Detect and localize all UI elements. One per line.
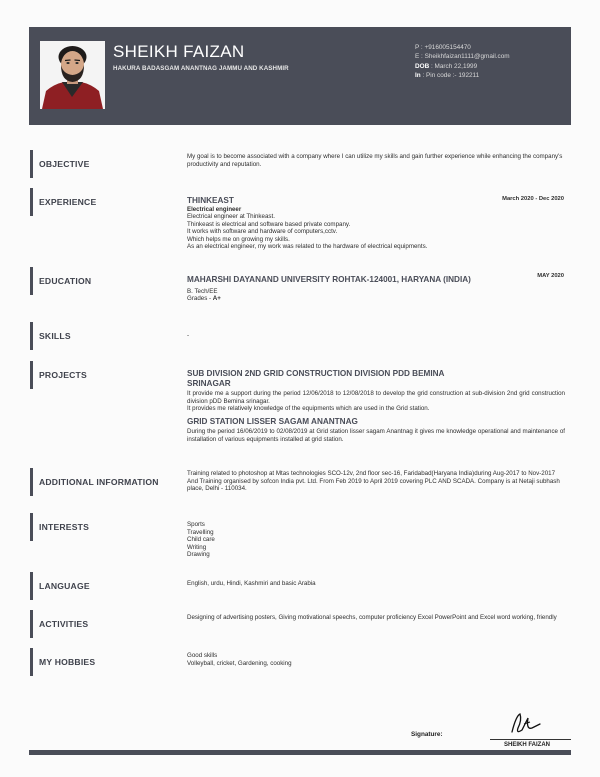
grades-value: A+ [212, 295, 221, 303]
section-projects [29, 361, 571, 456]
resume-header [29, 27, 571, 125]
additional-line: And Training organised by sofcon India pvt. Ltd. From Feb 2019 to April 2019 covering PLC AND SCADA. Company is at Netaji subhash place, Delhi - 110034. [187, 477, 560, 493]
section-additional-information [29, 468, 571, 508]
dob-value: : March 22,1999 [429, 62, 478, 70]
section-experience [29, 188, 571, 263]
signature-name: SHEIKH FAIZAN [504, 742, 551, 748]
section-title: ACTIVITIES [39, 619, 89, 629]
section-objective [29, 150, 571, 180]
dob-label: DOB [415, 62, 430, 70]
section-title: OBJECTIVE [39, 159, 90, 169]
experience-line: Which helps me on growing my skills. [187, 235, 290, 243]
candidate-name: SHEIKH FAIZAN [113, 42, 245, 61]
section-title: EXPERIENCE [39, 197, 97, 207]
section-title: INTERESTS [39, 522, 90, 532]
section-education [29, 267, 571, 317]
experience-body [187, 196, 565, 251]
degree: B. Tech/EE [187, 287, 218, 295]
footer-bar [29, 750, 571, 755]
experience-line: Thinkeast is electrical and software based private company. [187, 220, 351, 228]
project-name: GRID STATION LISSER SAGAM ANANTNAG [187, 416, 358, 426]
project-description: During the period 16/06/2019 to 02/08/2019 at Grid station lisser sagam Anantnag it gives me knowledge operational and maintenance of installation of various equipments installed at grid station. [187, 428, 565, 443]
section-language [29, 572, 571, 602]
section-marker [30, 572, 33, 600]
activities-text: Designing of advertising posters, Giving motivational speechs, computer proficiency Excel PowerPoint and Excel word working, friendly [187, 614, 557, 621]
section-marker [30, 513, 33, 541]
date-of-birth [415, 62, 510, 71]
experience-line: Electrical engineer at Thinkeast. [187, 213, 275, 221]
section-marker [30, 648, 33, 676]
project-description: It provide me a support during the period 12/06/2018 to 12/08/2018 to develop the grid construction at sub-division 2nd grid construction division pDD Bemina srinagar. [187, 390, 565, 405]
experience-line: It works with software and hardware of computers,cctv. [187, 228, 338, 236]
section-title: ADDITIONAL INFORMATION [39, 477, 159, 487]
section-hobbies [29, 648, 571, 680]
education-body [187, 275, 487, 303]
section-interests [29, 513, 571, 568]
skills-text: - [187, 332, 190, 339]
company-name: THINKEAST [187, 196, 234, 205]
section-marker [30, 150, 33, 178]
pin-value: : Pin code :- 192211 [420, 71, 480, 79]
section-skills [29, 322, 571, 352]
email[interactable]: E : Sheikhfaizan1111@gmail.com [415, 53, 510, 61]
job-role: Electrical engineer [187, 205, 242, 213]
grades-label: Grades - [187, 295, 213, 303]
experience-dates: March 2020 - Dec 2020 [502, 196, 564, 202]
section-marker [30, 188, 33, 216]
interests-list [187, 521, 565, 559]
candidate-address: HAKURA BADASGAM ANANTNAG JAMMU AND KASHMIR [113, 65, 289, 72]
section-marker [30, 361, 33, 389]
interest-item: Child care [187, 536, 215, 544]
pin-label: In [415, 71, 421, 79]
projects-body [187, 369, 565, 443]
institution-name: MAHARSHI DAYANAND UNIVERSITY ROHTAK-124001, HARYANA (INDIA) [187, 275, 471, 284]
additional-line: Training related to photoshop at Mtas technologies SCO-12v, 2nd floor sec-16, Faridabad(Haryana India)during Aug-2017 to Nov-2017 [187, 470, 556, 477]
interest-item: Drawing [187, 551, 210, 559]
section-title: PROJECTS [39, 370, 87, 380]
signature-line [490, 739, 571, 740]
hobbies-line: Volleyball, cricket, Gardening, cooking [187, 659, 292, 667]
language-text: English, urdu, Hindi, Kashmiri and basic Arabia [187, 580, 316, 587]
profile-photo [40, 41, 105, 109]
objective-text: My goal is to become associated with a company where I can utilize my skills and gain further experience while enhancing the company's productivity and reputation. [187, 153, 563, 168]
education-date: MAY 2020 [537, 273, 564, 279]
section-title: SKILLS [39, 331, 71, 341]
hobbies-body [187, 652, 565, 667]
grades [187, 295, 487, 303]
section-marker [30, 610, 33, 638]
section-marker [30, 267, 33, 295]
phone: P : +916005154470 [415, 44, 471, 51]
project-name: SUB DIVISION 2ND GRID CONSTRUCTION DIVISION PDD BEMINA SRINAGAR [187, 369, 445, 388]
pin-code [415, 71, 510, 80]
project-description: It provides me relatively knowledge of the equipments which are used in the Grid station. [187, 405, 430, 413]
additional-body [187, 470, 565, 493]
contact-block [415, 43, 510, 80]
section-marker [30, 468, 33, 496]
interest-item: Travelling [187, 528, 214, 536]
section-activities [29, 610, 571, 642]
section-marker [30, 322, 33, 350]
experience-line: As an electrical engineer, my work was related to the hardware of electrical equipments. [187, 243, 428, 251]
interest-item: Sports [187, 521, 205, 528]
section-title: LANGUAGE [39, 581, 90, 591]
signature-label: Signature: [411, 731, 443, 738]
section-title: MY HOBBIES [39, 657, 96, 667]
section-title: EDUCATION [39, 276, 92, 286]
interest-item: Writing [187, 543, 207, 551]
hobbies-line: Good skills [187, 652, 218, 659]
